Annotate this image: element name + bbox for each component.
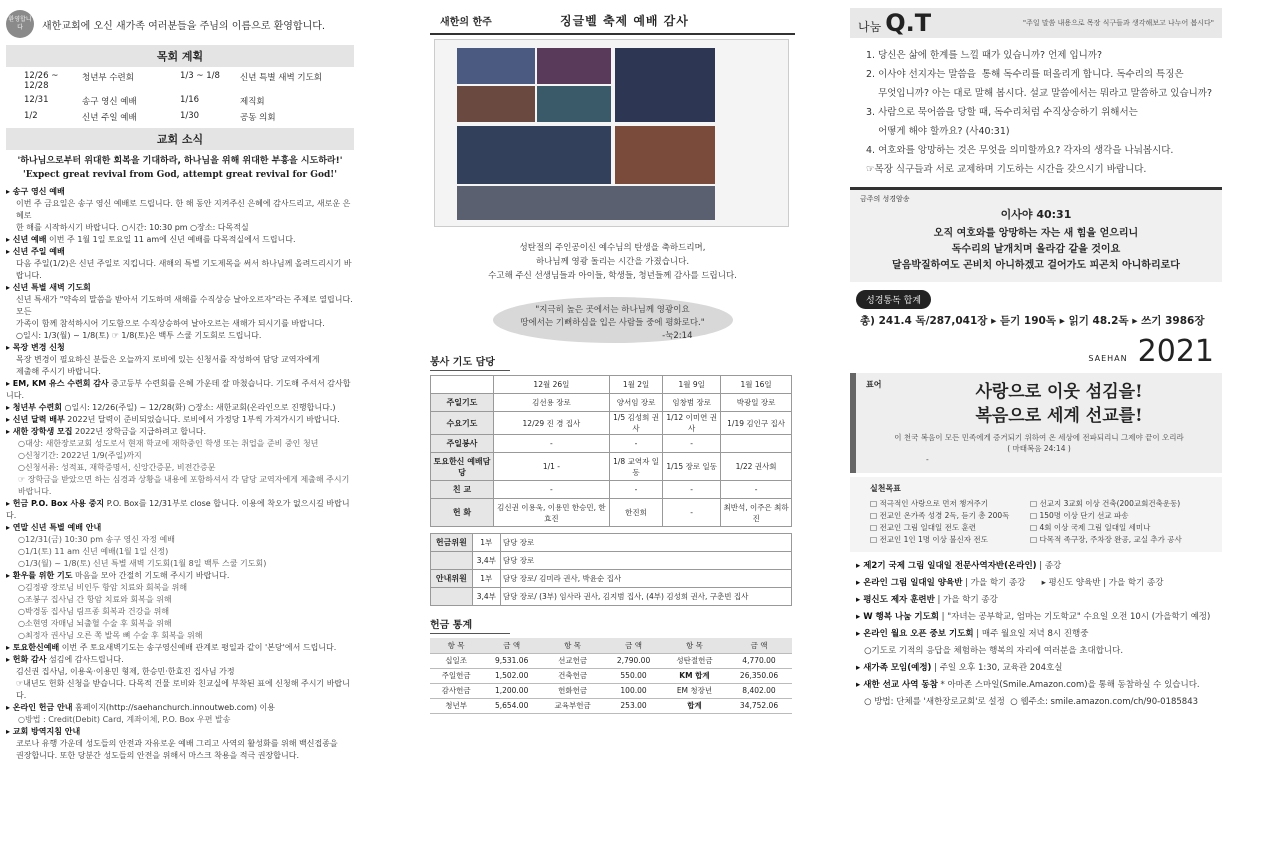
notice-item — [856, 577, 1222, 590]
serve-cell: 박광일 장로 — [721, 394, 792, 412]
news-detail: ○일시: 12/26(주일) ~ 12/28(화) ○장소: 새한교회(온라인으로 진행합니다.) — [61, 403, 336, 412]
notice-item — [856, 645, 1222, 658]
plan-cell: 12/26 ~ 12/28 — [24, 71, 59, 91]
motto — [6, 154, 354, 182]
plan-cell: 신년 특별 새벽 기도회 — [240, 73, 323, 83]
stats-row — [430, 668, 792, 683]
usher-part: 1부 — [472, 534, 500, 552]
plan-cell: 1/2 — [24, 111, 38, 121]
serve-row — [431, 435, 792, 453]
news-line: ○1/1(토) 11 am 신년 예배(1월 1일 신정) — [18, 547, 169, 556]
news-detail: 2022년 달력이 준비되었습니다. 로비에서 가정당 1부씩 가져가시기 바랍니다. — [64, 415, 340, 424]
news-line: ☞내년도 헌화 신청을 받습니다. 다목적 건물 로비와 친교실에 부착된 표에 신청해 주시기 바랍니다. — [16, 679, 350, 700]
news-list — [6, 186, 354, 762]
goal-item: □ 선교지 3교회 이상 건축(200교회건축운동) — [1030, 499, 1181, 508]
week-header — [430, 8, 795, 35]
news-line — [6, 234, 354, 246]
slogan-line: 복음으로 세계 선교를! — [975, 406, 1143, 426]
usher-row — [431, 588, 792, 606]
middle-column — [430, 0, 795, 856]
news-detail: 섬김에 감사드립니다. — [46, 655, 124, 664]
serve-role: 토요한신 예배담당 — [431, 453, 494, 481]
stats-cell: 청년부 — [430, 698, 482, 713]
serve-corner — [431, 376, 494, 394]
goals-title: 실천목표 — [870, 484, 901, 493]
serve-row — [431, 499, 792, 527]
news-heading: 교회 소식 — [6, 128, 354, 150]
notice-item — [856, 560, 1222, 573]
news-detail: 2022년 장학금을 지급하려고 합니다. — [72, 427, 207, 436]
news-line: ○신청기간: 2022년 1/9(주일)까지 — [18, 451, 142, 460]
stats-cell: 1,200.00 — [482, 683, 541, 698]
plan-cell: 제직회 — [240, 97, 265, 107]
serve-table — [430, 375, 792, 527]
serve-cell: - — [609, 481, 662, 499]
serve-date: 1월 16일 — [721, 376, 792, 394]
goals-list — [870, 498, 1212, 546]
stats-cell: 4,770.00 — [726, 653, 792, 668]
stats-cell: 헌화헌금 — [541, 683, 604, 698]
usher-row — [431, 552, 792, 570]
serve-cell: 1/22 권사회 — [721, 453, 792, 481]
motto-korean: '하나님으로부터 위대한 회복을 기대하라, 하나님을 위해 위대한 부흥을 시도하라!' — [17, 156, 343, 166]
notice-item — [856, 611, 1222, 624]
news-line: 제출해 주시기 바랍니다. — [16, 367, 101, 376]
notice-detail: | 주일 오후 1:30, 교육관 204호실 — [931, 663, 1063, 673]
serve-cell: - — [663, 499, 721, 527]
stats-cell: 100.00 — [604, 683, 663, 698]
memory-verse-box — [850, 187, 1222, 282]
news-detail: P.O. Box를 12/31부로 close 합니다. 이용에 착오가 없으시길 바랍니다. — [6, 499, 350, 520]
news-line: 다음 주일(1/2)은 신년 주일로 지킵니다. 새해의 특별 기도제목을 써서 하나님께 올려드리시기 바랍니다. — [16, 259, 352, 280]
plan-cell: 공동 의회 — [240, 113, 276, 123]
news-detail: 마음을 모아 간절히 기도해 주시기 바랍니다. — [72, 571, 230, 580]
news-detail: 이번 주 1월 1일 토요일 11 am에 신년 예배를 다목적실에서 드립니다. — [46, 235, 296, 244]
serve-date: 1월 9일 — [663, 376, 721, 394]
stats-cell: 2,790.00 — [604, 653, 663, 668]
serve-row — [431, 453, 792, 481]
stats-cell: 8,402.00 — [726, 683, 792, 698]
news-line — [6, 186, 354, 198]
usher-role — [431, 588, 473, 606]
stats-cell: 5,654.00 — [482, 698, 541, 713]
news-line: ○김정광 장로님 비인두 항암 치료와 회복을 위해 — [18, 583, 188, 592]
news-line: 김신권 집사님, 이용욱·이용민 형제, 한승민·한효진 집사님 가정 — [16, 667, 235, 676]
serve-header-row — [431, 376, 792, 394]
news-line: ☞ 장학금을 받았으면 하는 심경과 상황을 내용에 포함하셔서 각 담당 교역자에게 제출해 주시기 바랍니다. — [18, 475, 350, 496]
news-title: ▸ 연말 신년 특별 예배 안내 — [6, 523, 102, 532]
vision-verse: 이 천국 복음이 모든 민족에게 증거되기 위하여 온 세상에 전파되리니 그제야 끝이 오리라 — [894, 433, 1184, 442]
qt-label: 나눔 — [858, 20, 882, 34]
notice-item — [856, 696, 1222, 709]
stats-cell: EM 청장년 — [663, 683, 726, 698]
memory-verse-line: 오직 여호와를 앙망하는 자는 새 힘을 얻으리니 — [933, 228, 1139, 239]
usher-names: 담당 장로/ (3부) 임사라 권사, 김지범 집사, (4부) 김성희 권사, 구춘빈 집사 — [500, 588, 791, 606]
serve-cell: 1/8 교역자 일동 — [609, 453, 662, 481]
stats-cell: KM 합계 — [663, 668, 726, 683]
notice-title: ▸ W 행복 나눔 기도회 — [856, 612, 939, 622]
event-photo-collage — [434, 39, 789, 227]
qt-question: ☞목장 식구들과 서로 교제하며 기도하는 시간을 갖으시기 바랍니다. — [866, 164, 1147, 175]
notice-item — [856, 662, 1222, 675]
right-column — [850, 0, 1222, 856]
usher-names: 담당 장로 — [500, 534, 791, 552]
stats-cell: 253.00 — [604, 698, 663, 713]
news-title: ▸ 온라인 헌금 안내 — [6, 703, 73, 712]
bible-reading-tag: 성경통독 합계 — [856, 290, 931, 309]
serve-role: 수요기도 — [431, 412, 494, 435]
week-section-label: 새한의 한주 — [440, 17, 492, 28]
serve-date: 12월 26일 — [493, 376, 609, 394]
stats-cell: 교육부헌금 — [541, 698, 604, 713]
notice-item — [856, 679, 1222, 692]
notice-title: ▸ 제2기 국제 그림 일대일 전문사역자반(온라인) — [856, 561, 1037, 571]
thanks-line: 하나님께 영광 돌리는 시간을 가졌습니다. — [535, 257, 690, 267]
news-line: 목장 변경이 필요하신 분들은 오늘까지 로비에 있는 신청서를 작성하여 담당 교역자에게 — [16, 355, 320, 364]
serve-cell — [721, 435, 792, 453]
serve-role: 헌 화 — [431, 499, 494, 527]
vision-verse-ref: ( 마태복음 24:14 ) — [1007, 444, 1071, 453]
serve-row — [431, 394, 792, 412]
news-detail: 중고등부 수련회를 은혜 가운데 잘 마쳤습니다. 기도해 주셔서 감사합니다. — [6, 379, 351, 400]
news-line: 코로나 유행 가운데 성도들의 안전과 자유로운 예배 그리고 사역의 활성화를 위해 백신접종을 — [16, 739, 338, 748]
news-line — [6, 654, 354, 666]
serve-cell: 임창범 장로 — [663, 394, 721, 412]
week-headline: 징글벨 축제 예배 감사 — [560, 14, 689, 28]
serve-cell: - — [721, 481, 792, 499]
verse-reference: -눅2:14 — [662, 331, 693, 341]
news-line: ○방법 : Credit(Debit) Card, 계좌이체, P.O. Box 우편 발송 — [18, 715, 231, 724]
news-title: ▸ 교회 방역지침 안내 — [6, 727, 81, 736]
news-title: ▸ 토요한신예배 — [6, 643, 60, 652]
bible-verse-bubble — [493, 297, 733, 343]
serve-cell: 양서임 장로 — [609, 394, 662, 412]
serve-cell: 김선용 장로 — [493, 394, 609, 412]
news-title: ▸ 신년 주일 예배 — [6, 247, 65, 256]
usher-role: 헌금위원 — [431, 534, 473, 552]
ushers-table — [430, 533, 792, 606]
news-line: ○1/3(월) ~ 1/8(토) 신년 특별 새벽 기도회(1월 8일 백투 스쿨 기도회) — [18, 559, 267, 568]
usher-part: 3,4부 — [472, 552, 500, 570]
news-line: ○최정자 권사님 오른 쪽 발목 뼈 수술 후 회복을 위해 — [18, 631, 203, 640]
news-title: ▸ 헌금 P.O. Box 사용 중지 — [6, 499, 105, 508]
stats-cell: 감사헌금 — [430, 683, 482, 698]
notices-list — [856, 560, 1222, 709]
news-detail: 이번 주 토요새벽기도는 송구영신예배 관계로 평일과 같이 '본당'에서 드립니다. — [59, 643, 337, 652]
serve-role: 주일봉사 — [431, 435, 494, 453]
usher-row — [431, 570, 792, 588]
plan-cell: 1/3 ~ 1/8 — [180, 71, 220, 81]
plan-cell: 송구 영신 예배 — [82, 97, 137, 107]
news-line: ○12/31(금) 10:30 pm 송구 영신 자정 예배 — [18, 535, 176, 544]
news-title: ▸ 새한 장학생 모집 — [6, 427, 73, 436]
stats-cell: 1,502.00 — [482, 668, 541, 683]
bible-reading-stats: 총) 241.4 독/287,041장 ▸ 듣기 190독 ▸ 읽기 48.2독 ▸ 쓰기 3986장 — [860, 315, 1205, 327]
stats-head: 금 액 — [726, 638, 792, 653]
goal-item: □ 다목적 족구장, 주차장 완공, 교실 추가 공사 — [1030, 535, 1182, 544]
plan-cell: 청년부 수련회 — [82, 73, 134, 83]
news-line — [6, 378, 354, 402]
stats-head: 금 액 — [604, 638, 663, 653]
stats-cell: 선교헌금 — [541, 653, 604, 668]
qt-question: 1. 당신은 삶에 한계를 느낄 때가 있습니까? 언제 입니까? — [866, 50, 1103, 61]
notice-item — [856, 594, 1222, 607]
news-title: ▸ 환우를 위한 기도 — [6, 571, 73, 580]
stats-row — [430, 683, 792, 698]
offering-stats-table — [430, 638, 792, 714]
stats-head: 항 목 — [541, 638, 604, 653]
news-line: ○박경동 집사님 림프종 회복과 건강을 위해 — [18, 607, 170, 616]
usher-role — [431, 552, 473, 570]
verse-line: 땅에서는 기뻐하심을 입은 사람들 중에 평화로다." — [520, 318, 705, 328]
usher-names: 담당 장로 — [500, 552, 791, 570]
news-line: ○소현영 자매님 뇌출혈 수술 후 회복을 위해 — [18, 619, 172, 628]
notice-detail: ○ 방법: 단체를 '새한장로교회'로 설정 ○ 웹주소: smile.amazon.com/ch/90-0185843 — [856, 697, 1199, 707]
notice-detail: | "자녀는 공부학교, 엄마는 기도학교" 수요일 오전 10시 (가을학기 예정) — [938, 612, 1211, 622]
stats-head: 금 액 — [482, 638, 541, 653]
serve-row — [431, 412, 792, 435]
slogan-line: 사랑으로 이웃 섬김을! — [975, 382, 1143, 402]
stats-cell: 34,752.06 — [726, 698, 792, 713]
news-title: ▸ 신년 특별 새벽 기도회 — [6, 283, 91, 292]
news-line: 한 해를 시작하시기 바랍니다. ○시간: 10:30 pm ○장소: 다목적실 — [16, 223, 249, 232]
welcome-text: 새한교회에 오신 새가족 여러분들을 주님의 이름으로 환영합니다. — [42, 20, 326, 32]
news-line: 가족이 함께 참석하시어 기도함으로 수직상승하여 날아오르는 새해가 되시기를 바랍니다. — [16, 319, 325, 328]
welcome-banner — [6, 8, 354, 40]
stats-header-row — [430, 638, 792, 653]
goal-item: □ 4회 이상 국제 그림 일대일 세미나 — [1030, 523, 1151, 532]
goal-item: □ 전교인 온가족 성경 2독, 듣기 총 200독 — [870, 511, 1010, 520]
notice-detail: ○기도로 기적의 응답을 체험하는 행복의 자리에 여러분을 초대합니다. — [856, 646, 1124, 656]
stats-cell: 건축헌금 — [541, 668, 604, 683]
news-line — [6, 522, 354, 534]
serve-cell: - — [493, 435, 609, 453]
serve-cell: 1/15 장로 일동 — [663, 453, 721, 481]
news-line — [6, 402, 354, 414]
plan-cell: 1/16 — [180, 95, 200, 105]
thanks-line: 성탄절의 주인공이신 예수님의 탄생을 축하드리며, — [519, 243, 706, 253]
stats-row — [430, 653, 792, 668]
qt-title: Q.T — [885, 9, 932, 37]
serve-cell: 한진희 — [609, 499, 662, 527]
news-title: ▸ EM, KM 유스 수련회 감사 — [6, 379, 109, 388]
serve-cell: 1/12 이미연 권사 — [663, 412, 721, 435]
serve-cell: - — [663, 435, 721, 453]
stats-cell: 26,350.06 — [726, 668, 792, 683]
stats-cell: 성탄절헌금 — [663, 653, 726, 668]
serve-cell: 1/5 김성희 권사 — [609, 412, 662, 435]
notice-detail: | 매주 월요일 저녁 8시 진행중 — [973, 629, 1089, 639]
news-title: ▸ 신년 달력 배부 — [6, 415, 65, 424]
news-line — [6, 426, 354, 438]
news-line — [6, 498, 354, 522]
news-line: ○일시: 1/3(월) ~ 1/8(토) ☞ 1/8(토)은 백투 스쿨 기도회로 드립니다. — [16, 331, 262, 340]
qt-question: 4. 여호와를 앙망하는 것은 무엇을 의미할까요? 각자의 생각을 나눠봅시다. — [866, 145, 1174, 156]
notice-title: ▸ 새가족 모임(예정) — [856, 663, 932, 673]
memory-verse-label: 금주의 성경암송 — [860, 195, 910, 203]
thanks-message — [430, 241, 795, 283]
serve-cell: 1/19 김인구 집사 — [721, 412, 792, 435]
qt-question: 무엇입니까? 아는 대로 말해 봅시다. 설교 말씀에서는 뭐라고 말씀하고 있습니까? — [866, 88, 1213, 99]
news-line — [6, 414, 354, 426]
motto-english: 'Expect great revival from God, attempt great revival for God!' — [23, 170, 337, 180]
goal-item: □ 전교인 1인 1명 이상 불신자 전도 — [870, 535, 988, 544]
stats-cell: 주일헌금 — [430, 668, 482, 683]
stats-cell: 550.00 — [604, 668, 663, 683]
serve-cell: - — [493, 481, 609, 499]
notice-detail: | 종강 — [1036, 561, 1062, 571]
news-title: ▸ 목장 변경 신청 — [6, 343, 65, 352]
news-line — [6, 642, 354, 654]
goal-item: □ 적극적인 사랑으로 먼저 챙겨주기 — [870, 499, 989, 508]
plan-table — [6, 71, 354, 123]
usher-part: 3,4부 — [472, 588, 500, 606]
vision-dash: - — [926, 455, 929, 464]
stats-heading: 헌금 통계 — [430, 616, 510, 634]
usher-row — [431, 534, 792, 552]
qt-header — [850, 8, 1222, 38]
qt-question: 3. 사람으로 묵어씀을 당할 때, 독수리처럼 수직상승하기 위해서는 — [866, 107, 1138, 118]
notice-detail: | 가을 학기 종강 — [934, 595, 998, 605]
notice-item — [856, 628, 1222, 641]
vision-box — [850, 373, 1222, 473]
news-title: ▸ 청년부 수련회 — [6, 403, 62, 412]
qt-question: 2. 이사야 선지자는 말씀을 통해 독수리를 떠올리게 합니다. 독수리의 특징은 — [866, 69, 1184, 80]
notice-title: ▸ 새한 선교 사역 동참 — [856, 680, 938, 690]
notice-title: ▸ 온라인 월요 오픈 중보 기도회 — [856, 629, 974, 639]
stats-head: 항 목 — [430, 638, 482, 653]
notice-title: ▸ 온라인 그림 일대일 양육반 — [856, 578, 963, 588]
goal-item: □ 전교인 그림 일대일 전도 훈련 — [870, 523, 976, 532]
news-line: ○조봉구 집사님 간 항암 치료와 회복을 위해 — [18, 595, 172, 604]
news-line: 이번 주 금요일은 송구 영신 예배로 드립니다. 한 해 동안 지켜주신 은혜에 감사드리고, 새로운 은혜로 — [16, 199, 351, 220]
news-line — [6, 726, 354, 738]
news-title: ▸ 신년 예배 — [6, 235, 47, 244]
slogan — [906, 380, 1212, 428]
memory-verse-line: 달음박질하여도 곤비치 아니하겠고 걸어가도 피곤치 아니하리로다 — [892, 260, 1180, 271]
news-line — [6, 702, 354, 714]
serve-cell: 김신권 이용욱, 이용민 한승민, 한효진 — [493, 499, 609, 527]
qt-questions — [866, 46, 1222, 179]
stats-cell: 합계 — [663, 698, 726, 713]
saehan-wordmark: SAEHAN — [1088, 354, 1128, 363]
news-line — [6, 246, 354, 258]
news-line — [6, 282, 354, 294]
plan-cell: 1/30 — [180, 111, 200, 121]
serve-cell: - — [663, 481, 721, 499]
news-detail: 홈페이지(http://saehanchurch.innoutweb.com) 이용 — [72, 703, 276, 712]
notice-title: ▸ 평신도 제자 훈련반 — [856, 595, 935, 605]
plan-heading: 목회 계획 — [6, 45, 354, 67]
notice-detail: * 아마존 스마일(Smile.Amazon.com)을 통해 동참하실 수 있습니다. — [937, 680, 1200, 690]
qt-question: 어떻게 해야 할까요? (사40:31) — [866, 126, 1010, 137]
serve-role: 주일기도 — [431, 394, 494, 412]
goal-item: □ 150명 이상 단기 선교 파송 — [1030, 511, 1129, 520]
year-number: 2021 — [1137, 334, 1214, 369]
serve-cell: 최반석, 이주은 최하진 — [721, 499, 792, 527]
notice-detail: | 가을 학기 종강 ▸ 평신도 양육반 | 가을 학기 종강 — [962, 578, 1164, 588]
qt-note: "주일 말씀 내용으로 목장 식구들과 생각해보고 나누어 봅시다" — [1022, 19, 1214, 27]
serve-heading: 봉사 기도 담당 — [430, 353, 510, 371]
welcome-badge: 환영합니다 — [6, 10, 34, 38]
serve-row — [431, 481, 792, 499]
stats-row — [430, 698, 792, 713]
verse-line: "지극히 높은 곳에서는 하나님께 영광이요 — [535, 305, 690, 315]
year-banner — [850, 334, 1222, 369]
news-line: ○신청서류: 성적표, 재학증명서, 신앙간증문, 비전간증문 — [18, 463, 216, 472]
vision-label: 표어 — [866, 380, 882, 389]
usher-part: 1부 — [472, 570, 500, 588]
memory-verse-line: 독수리의 날개치며 올라감 같을 것이요 — [951, 244, 1121, 255]
news-title: ▸ 송구 영신 예배 — [6, 187, 65, 196]
serve-cell: - — [609, 435, 662, 453]
left-column — [0, 0, 360, 856]
stats-cell: 9,531.06 — [482, 653, 541, 668]
usher-names: 담당 장로/ 김미라 권사, 박윤순 집사 — [500, 570, 791, 588]
news-line: 권장합니다. 또한 당분간 성도들의 안전을 위해서 마스크 착용을 적극 권장합니다. — [16, 751, 299, 760]
stats-cell: 십일조 — [430, 653, 482, 668]
news-line: ○대상: 새한장로교회 성도로서 현재 학교에 재학중인 학생 또는 취업을 준비 중인 청년 — [18, 439, 319, 448]
serve-cell: 12/29 진 경 집사 — [493, 412, 609, 435]
memory-verse-reference: 이사야 40:31 — [1000, 208, 1072, 221]
plan-cell: 신년 주일 예배 — [82, 113, 137, 123]
news-line — [6, 342, 354, 354]
news-line — [6, 570, 354, 582]
serve-role: 친 교 — [431, 481, 494, 499]
usher-role: 안내위원 — [431, 570, 473, 588]
news-title: ▸ 헌화 감사 — [6, 655, 47, 664]
plan-cell: 12/31 — [24, 95, 49, 105]
thanks-line: 수고해 주신 선생님들과 아이들, 학생들, 청년들께 감사를 드립니다. — [488, 271, 737, 281]
serve-cell: 1/1 - — [493, 453, 609, 481]
stats-head: 항 목 — [663, 638, 726, 653]
serve-date: 1월 2일 — [609, 376, 662, 394]
news-line: 신년 특새가 "약속의 말씀을 받아서 기도하며 새해를 수직상승 날아오르자"라는 주제로 열립니다. 모든 — [16, 295, 353, 316]
goals-box — [850, 477, 1222, 552]
